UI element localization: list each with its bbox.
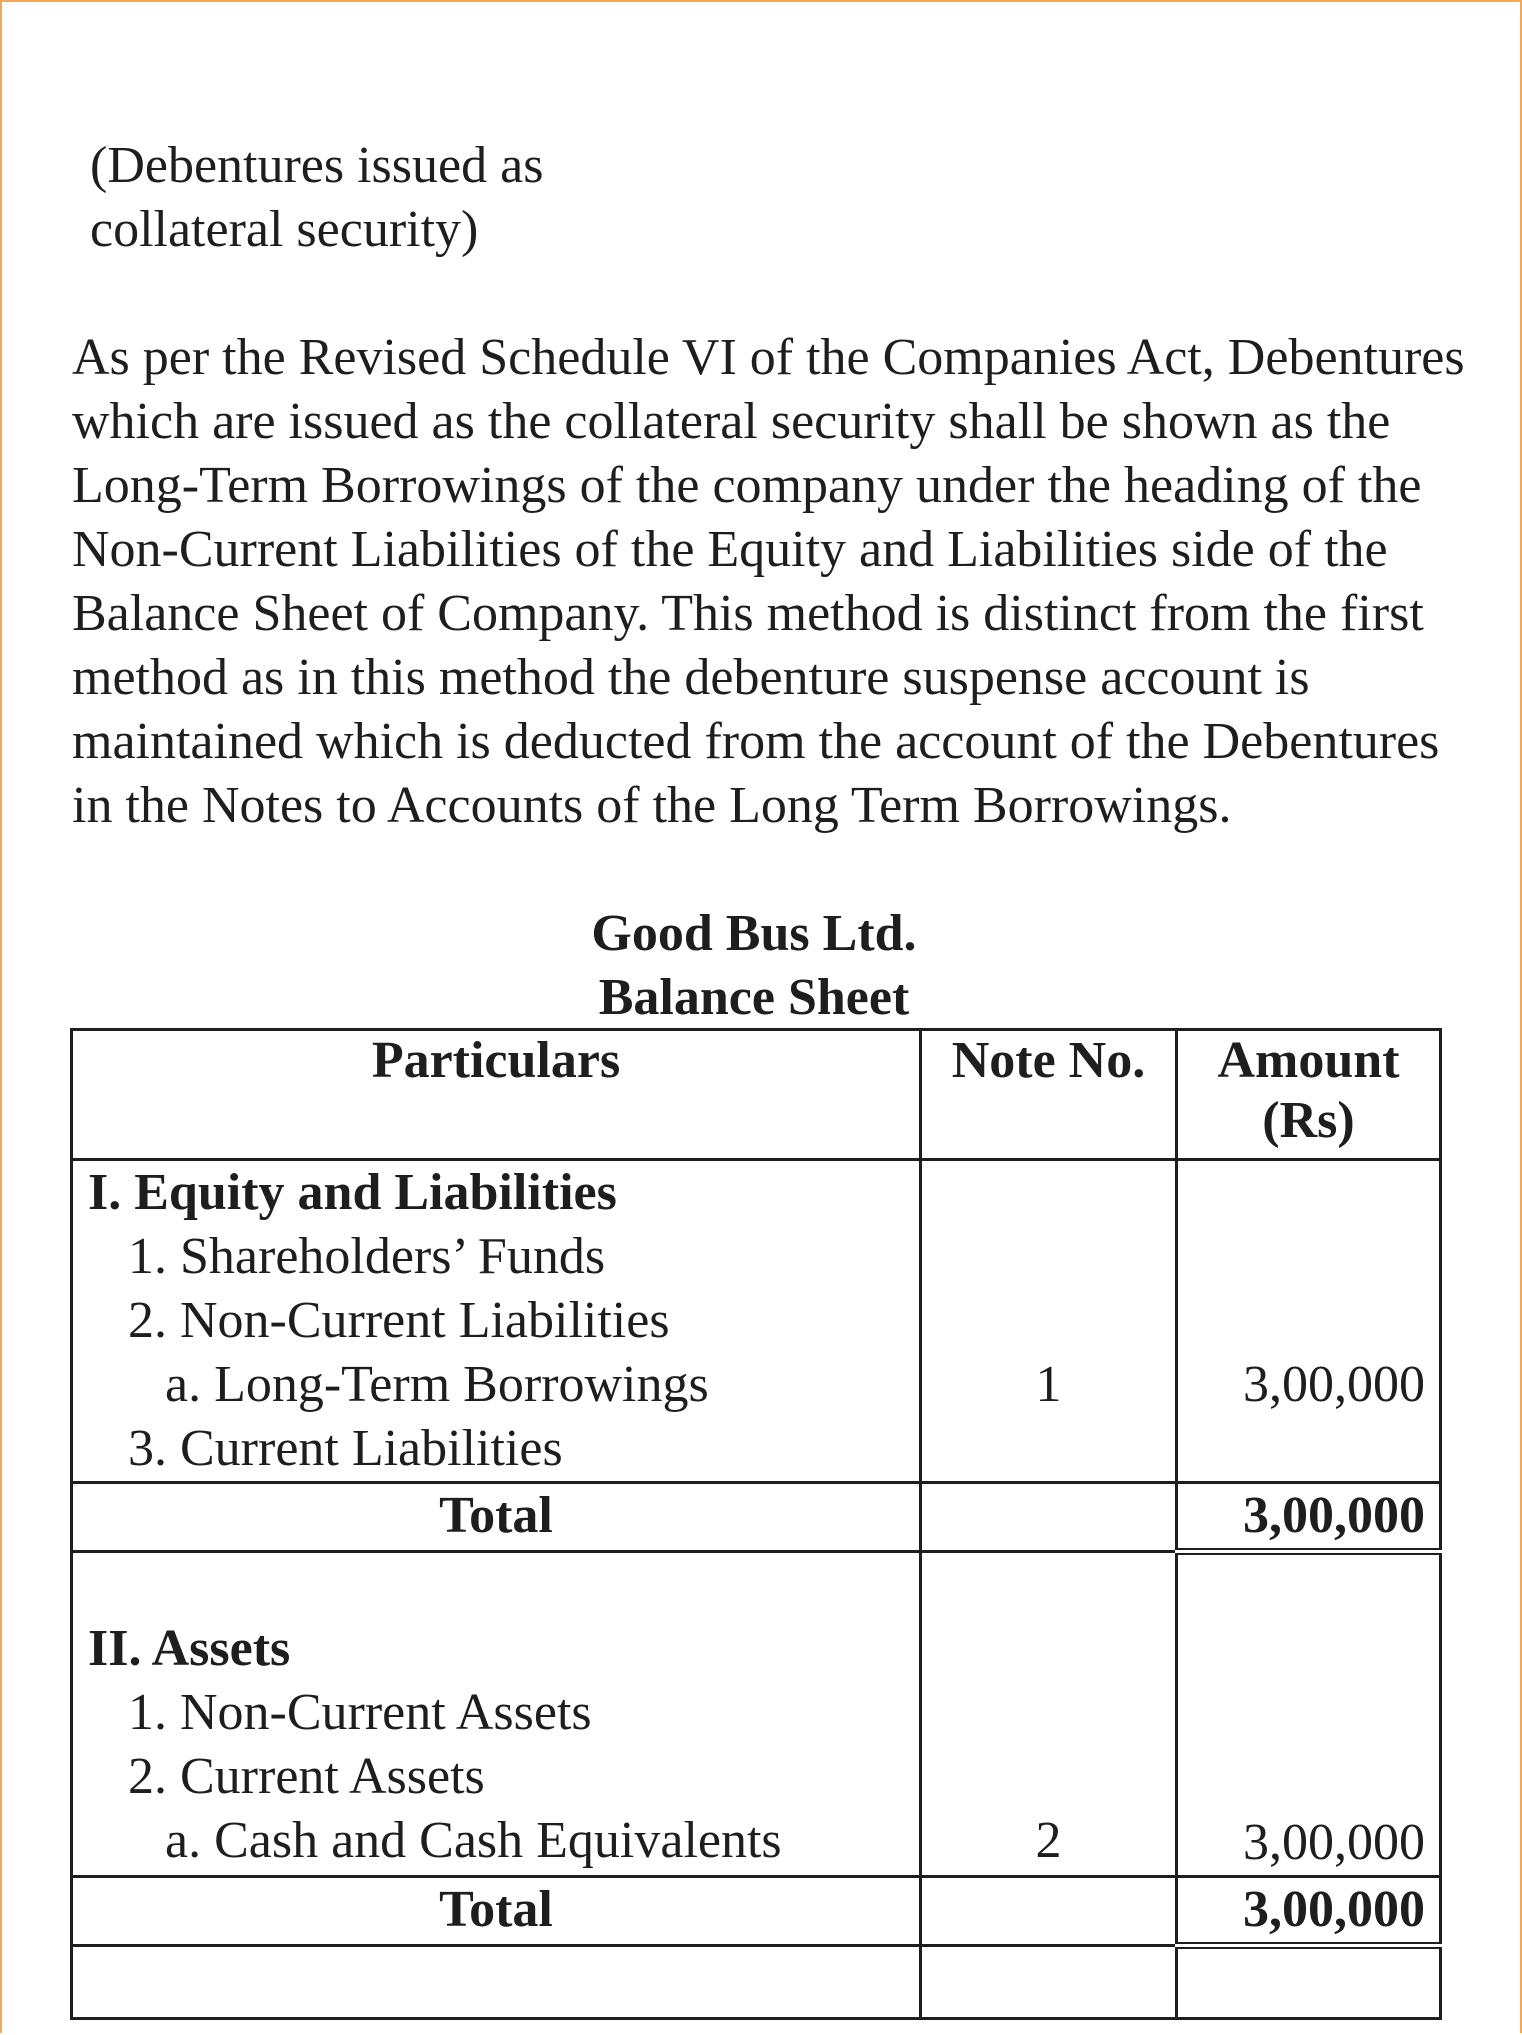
amount-header bbox=[1177, 1030, 1441, 1160]
non-current-assets-item: 1. Non-Current Assets bbox=[128, 1684, 592, 1741]
shareholders-funds-item: 1. Shareholders’ Funds bbox=[128, 1228, 606, 1285]
company-name: Good Bus Ltd. bbox=[591, 905, 917, 962]
equity-liabilities-heading: I. Equity and Liabilities bbox=[88, 1164, 617, 1221]
explanation-paragraph: As per the Revised Schedule VI of the Companies Act, Debentures which are issued as the collateral security shall be shown as the Long-Term Borrowings of the company under the heading of the Non-Current Liabilities of the Equity and Liabilities side of the Balance Sheet of Company. This method is distinct from the first method as in this method the debenture suspense account is maintained which is deducted from the account of the Debentures in the Notes to Accounts of the Long Term Borrowings. bbox=[72, 329, 1465, 834]
cash-equivalents-note: 2 bbox=[1035, 1812, 1062, 1869]
current-liabilities-item: 3. Current Liabilities bbox=[128, 1420, 563, 1477]
debentures-note-heading bbox=[90, 134, 543, 262]
equity-liabilities-total-row bbox=[72, 1483, 1441, 1552]
note-no-header: Note No. bbox=[921, 1030, 1177, 1160]
amount-header-line-1: Amount bbox=[1217, 1032, 1400, 1089]
current-assets-item: 2. Current Assets bbox=[128, 1748, 485, 1805]
assets-total-row bbox=[72, 1877, 1441, 1946]
equity-liabilities-total-label: Total bbox=[72, 1483, 921, 1552]
non-current-liabilities-item: 2. Non-Current Liabilities bbox=[128, 1292, 670, 1349]
equity-liabilities-total-amount: 3,00,000 bbox=[1177, 1483, 1441, 1552]
assets-total-label: Total bbox=[72, 1877, 921, 1946]
amount-header-line-2: (Rs) bbox=[1262, 1092, 1355, 1149]
equity-liabilities-section bbox=[72, 1160, 1441, 1483]
long-term-borrowings-note: 1 bbox=[1035, 1356, 1062, 1413]
assets-total-note bbox=[921, 1877, 1177, 1946]
assets-particulars bbox=[72, 1552, 921, 1877]
heading-line-1: (Debentures issued as bbox=[90, 137, 544, 194]
table-header-row bbox=[72, 1030, 1441, 1160]
assets-amounts bbox=[1177, 1552, 1441, 1877]
statement-title: Balance Sheet bbox=[598, 969, 910, 1026]
assets-heading: II. Assets bbox=[88, 1620, 291, 1677]
equity-liabilities-notes bbox=[921, 1160, 1177, 1483]
long-term-borrowings-amount: 3,00,000 bbox=[1243, 1356, 1425, 1413]
cash-equivalents-amount: 3,00,000 bbox=[1243, 1814, 1425, 1871]
empty-row bbox=[72, 1946, 1441, 2019]
equity-liabilities-total-note bbox=[921, 1483, 1177, 1552]
balance-sheet-table bbox=[70, 1028, 1442, 2020]
empty-cell-particulars bbox=[72, 1946, 921, 2019]
empty-cell-amount bbox=[1177, 1946, 1441, 2019]
assets-section bbox=[72, 1552, 1441, 1877]
empty-cell-note bbox=[921, 1946, 1177, 2019]
heading-line-2: collateral security) bbox=[90, 201, 479, 258]
equity-liabilities-amounts bbox=[1177, 1160, 1441, 1483]
particulars-header: Particulars bbox=[72, 1030, 921, 1160]
equity-liabilities-particulars bbox=[72, 1160, 921, 1483]
assets-total-amount: 3,00,000 bbox=[1177, 1877, 1441, 1946]
long-term-borrowings-item: a. Long-Term Borrowings bbox=[165, 1356, 709, 1413]
cash-equivalents-item: a. Cash and Cash Equivalents bbox=[165, 1812, 782, 1869]
assets-notes bbox=[921, 1552, 1177, 1877]
